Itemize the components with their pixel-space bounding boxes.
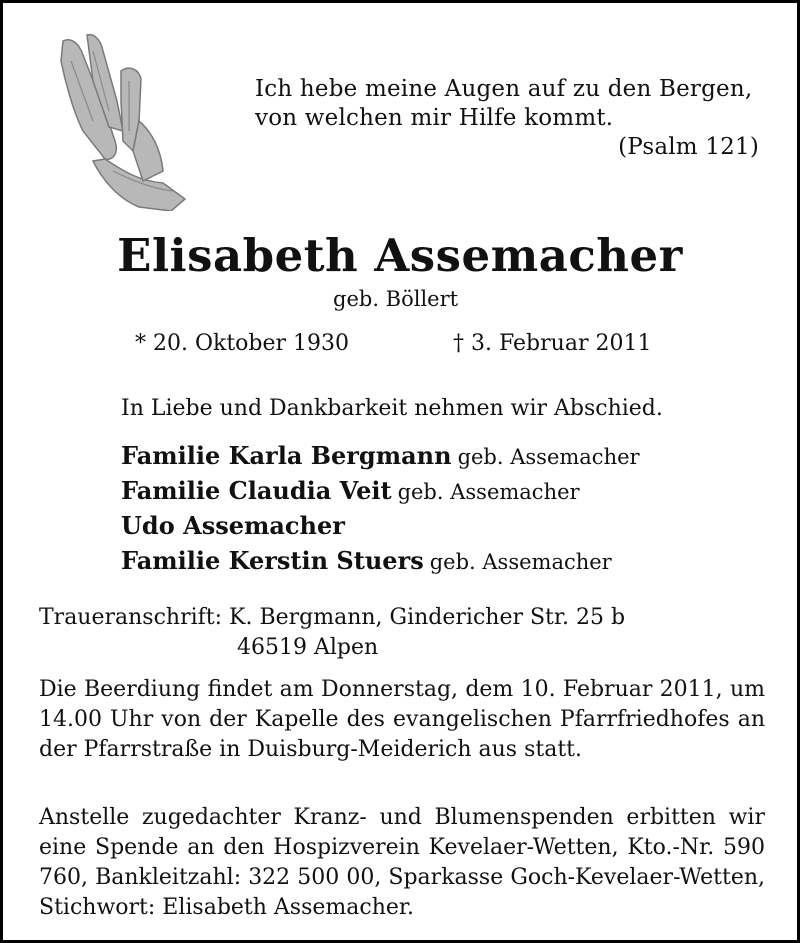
mourning-address	[39, 603, 625, 663]
birth-date: * 20. Oktober 1930	[135, 331, 350, 356]
mourner-name: Familie Karla Bergmann	[121, 441, 452, 470]
mourner-name: Familie Claudia Veit	[121, 476, 392, 505]
verse-line-1: Ich hebe meine Augen auf zu den Bergen,	[255, 76, 753, 102]
bible-verse	[255, 75, 765, 162]
maiden-name: geb. Böllert	[333, 287, 459, 311]
mourner-row	[121, 544, 640, 579]
mourner-note: geb. Assemacher	[429, 550, 612, 574]
donation-info: Anstelle zugedachter Kranz- und Blumenspenden erbitten wir eine Spende an den Hospizverein Kevelaer-Wetten, Kto.-Nr. 590 760, Bankleitzahl: 322 500 00, Sparkasse Goch-Kevelaer-Wetten, Stichwort: Elisabeth Assemacher.	[39, 805, 765, 920]
deceased-name: Elisabeth Assemacher	[117, 229, 683, 282]
verse-reference: (Psalm 121)	[618, 134, 759, 160]
farewell-line: In Liebe und Dankbarkeit nehmen wir Abschied.	[121, 396, 663, 421]
verse-line-2: von welchen mir Hilfe kommt.	[255, 105, 614, 131]
mourner-name: Udo Assemacher	[121, 511, 345, 540]
mourner-note: geb. Assemacher	[397, 480, 580, 504]
mourner-row	[121, 439, 640, 474]
address-line-2: 46519 Alpen	[237, 635, 379, 660]
mourner-row	[121, 509, 640, 544]
mourner-name: Familie Kerstin Stuers	[121, 546, 424, 575]
mourners-list	[121, 439, 640, 579]
mourner-note: geb. Assemacher	[457, 445, 640, 469]
death-date: † 3. Februar 2011	[453, 331, 652, 356]
mourner-row	[121, 474, 640, 509]
address-line-1: Traueranschrift: K. Bergmann, Gindericher Str. 25 b	[39, 605, 626, 630]
praying-hands-icon	[43, 31, 193, 211]
funeral-info: Die Beerdiung findet am Donnerstag, dem 10. Februar 2011, um 14.00 Uhr von der Kapelle des evangelischen Pfarrfriedhofes an der Pfarrstraße in Duisburg-Meiderich aus statt.	[39, 677, 765, 762]
